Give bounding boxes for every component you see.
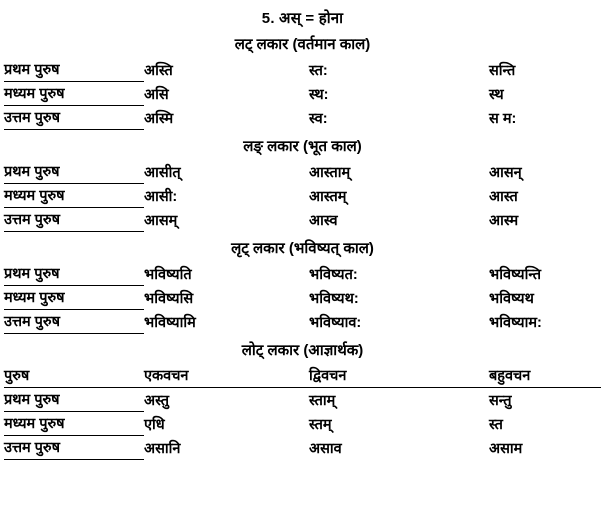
column-header-dual: द्विवचन <box>309 364 489 388</box>
singular-form: भविष्यामि <box>144 314 196 331</box>
section-heading: लोट् लकार (आज्ञार्थक) <box>241 342 364 359</box>
person-label: मध्यम पुरुष <box>4 82 144 106</box>
singular-form: आसी: <box>144 188 178 205</box>
conjugation-section-lat <box>4 34 601 130</box>
dual-form: असाव <box>309 440 342 457</box>
person-label: मध्यम पुरुष <box>4 184 144 208</box>
dual-form: स्व: <box>309 110 328 127</box>
dual-form: स्ताम् <box>309 392 336 409</box>
dual-form: भविष्यथ: <box>309 290 359 307</box>
column-header-singular: एकवचन <box>144 364 309 388</box>
singular-form: असि <box>144 86 169 103</box>
section-heading: लङ् लकार (भूत काल) <box>243 138 362 155</box>
dual-form: भविष्याव: <box>309 314 362 331</box>
person-label: प्रथम पुरुष <box>4 388 144 412</box>
plural-form: सन्ति <box>489 62 516 79</box>
table-row <box>4 184 601 208</box>
table-row <box>4 58 601 82</box>
table-row <box>4 388 601 412</box>
singular-form: अस्तु <box>144 392 169 409</box>
dual-form: आस्व <box>309 212 338 229</box>
table-row <box>4 286 601 310</box>
column-header-plural: बहुवचन <box>489 364 601 388</box>
page-title: 5. अस् = होना <box>261 10 344 27</box>
singular-form: भविष्यसि <box>144 290 194 307</box>
dual-form: स्थ: <box>309 86 329 103</box>
table-row <box>4 106 601 130</box>
conjugation-section-lang <box>4 136 601 232</box>
singular-form: भविष्यति <box>144 266 192 283</box>
person-label: प्रथम पुरुष <box>4 58 144 82</box>
person-label: उत्तम पुरुष <box>4 106 144 130</box>
conjugation-table <box>4 160 601 232</box>
column-header-person: पुरुष <box>4 364 144 388</box>
singular-form: अस्मि <box>144 110 174 127</box>
singular-form: असानि <box>144 440 181 457</box>
table-header-row <box>4 364 601 388</box>
dual-form: भविष्यत: <box>309 266 358 283</box>
conjugation-section-lot <box>4 340 601 460</box>
plural-form: असाम <box>489 440 523 457</box>
table-row <box>4 262 601 286</box>
plural-form: भविष्यन्ति <box>489 266 542 283</box>
plural-form: स्थ <box>489 86 504 103</box>
singular-form: अस्ति <box>144 62 173 79</box>
singular-form: आसीत् <box>144 164 181 181</box>
dual-form: स्तम् <box>309 416 332 433</box>
conjugation-table <box>4 262 601 334</box>
person-label: उत्तम पुरुष <box>4 310 144 334</box>
plural-form: आस्म <box>489 212 519 229</box>
singular-form: आसम् <box>144 212 178 229</box>
section-heading: लृट् लकार (भविष्यत् काल) <box>231 240 374 257</box>
person-label: प्रथम पुरुष <box>4 160 144 184</box>
person-label: प्रथम पुरुष <box>4 262 144 286</box>
dual-form: आस्तम् <box>309 188 347 205</box>
person-label: मध्यम पुरुष <box>4 286 144 310</box>
plural-form: आसन् <box>489 164 522 181</box>
person-label: मध्यम पुरुष <box>4 412 144 436</box>
dual-form: स्त: <box>309 62 328 79</box>
section-heading: लट् लकार (वर्तमान काल) <box>234 36 371 53</box>
person-label: उत्तम पुरुष <box>4 208 144 232</box>
table-row <box>4 208 601 232</box>
plural-form: स्त <box>489 416 503 433</box>
conjugation-section-lrit <box>4 238 601 334</box>
table-row <box>4 82 601 106</box>
table-row <box>4 436 601 460</box>
plural-form: सन्तु <box>489 392 512 409</box>
conjugation-table <box>4 364 601 460</box>
plural-form: भविष्याम: <box>489 314 542 331</box>
conjugation-table <box>4 58 601 130</box>
plural-form: भविष्यथ <box>489 290 534 307</box>
singular-form: एधि <box>144 416 165 433</box>
dual-form: आस्ताम् <box>309 164 351 181</box>
person-label: उत्तम पुरुष <box>4 436 144 460</box>
plural-form: स म: <box>489 110 517 127</box>
table-row <box>4 310 601 334</box>
plural-form: आस्त <box>489 188 518 205</box>
table-row <box>4 412 601 436</box>
table-row <box>4 160 601 184</box>
